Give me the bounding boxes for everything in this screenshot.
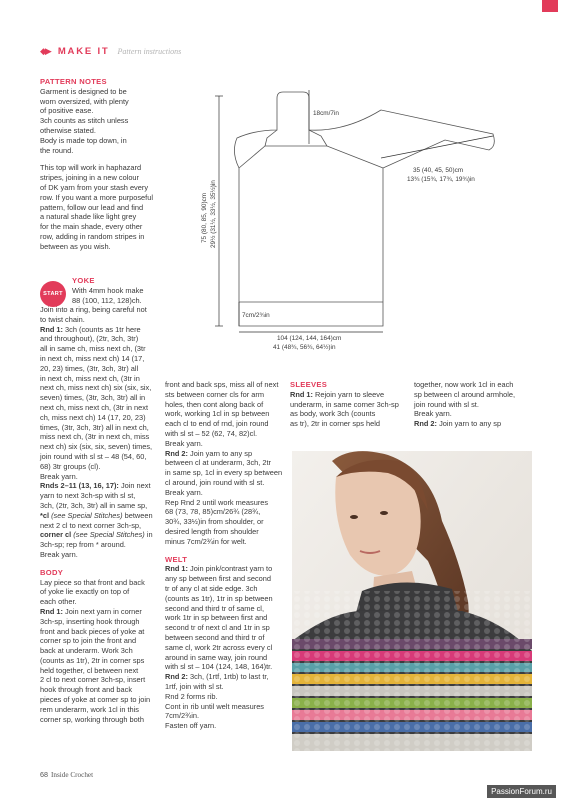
text-line: Rnd 1: 3ch (counts as 1tr here: [40, 324, 141, 334]
header-arrow-icon: ◆▶: [40, 45, 50, 56]
text-line: This top will work in haphazard: [40, 163, 142, 173]
model-photo: [292, 451, 532, 751]
text-line: 2 cl to next corner 3ch-sp, insert: [40, 675, 146, 685]
text-line: minus 7cm/2¾in for welt.: [165, 536, 247, 546]
text-line: as body, work 3ch (counts: [290, 409, 376, 419]
text-line: held together, cl between next: [40, 665, 139, 675]
text-line: (counts as 1tr), 2tr in corner sps: [40, 655, 145, 665]
text-line: next ch, miss next ch) six (six, six,: [40, 383, 152, 393]
text-line: work 1tr in sp between first and: [165, 613, 268, 623]
sleeves-heading: SLEEVES: [290, 380, 328, 389]
text-line: next ch, miss next ch, (3tr in next: [40, 402, 149, 412]
column-4: [414, 380, 536, 429]
section-header: [40, 44, 181, 58]
welt-rnd1: [165, 564, 283, 672]
text-line: hook through front and back: [40, 685, 133, 695]
body-rnd2: [165, 449, 283, 547]
text-line: underarm, in same corner 3ch-sp: [290, 399, 399, 409]
text-line: together, now work 1cl in each: [414, 380, 514, 389]
text-line: same cl, work 2tr across every cl: [165, 642, 273, 652]
publication-name: Inside Crochet: [51, 771, 94, 779]
text-line: as tr), 2tr in corner sps held: [290, 419, 380, 429]
text-line: front and back pieces of yoke at: [40, 626, 145, 636]
text-line: 68) 3tr groups (cl).: [40, 461, 101, 471]
text-line: next ch) six (six, six, seven) times,: [40, 442, 153, 452]
text-line: 3ch counts as stitch unless: [40, 116, 129, 126]
text-line: join round with sl st – 48 (54, 60,: [40, 451, 147, 461]
text-line: Break yarn.: [165, 438, 203, 448]
text-line: back at underarm. Work 3ch: [40, 646, 133, 656]
text-line: Break yarn.: [165, 487, 203, 497]
text-line: a natural shade like light grey: [40, 212, 137, 222]
text-line: sts between corner cls for arm: [165, 389, 264, 399]
garment-schematic: [195, 88, 505, 356]
text-line: corner sp to join the front and: [40, 636, 137, 646]
text-line: Break yarn.: [40, 549, 78, 559]
text-line: times, (3tr, 3ch, 3tr) all in next ch,: [40, 422, 149, 432]
text-line: with sl st – 104 (124, 148, 164)tr.: [165, 662, 273, 672]
text-line: 3ch, (2tr, 3ch, 3tr) all in same sp,: [40, 500, 148, 510]
yoke-heading: YOKE: [72, 276, 95, 285]
text-line: work, working 1cl in sp between: [165, 409, 270, 419]
text-line: sp between cl around armhole,: [414, 389, 516, 399]
text-line: Rnd 2: 3ch, (1rtf, 1rtb) to last tr,: [165, 672, 269, 682]
text-line: Cont in rib until welt measures: [165, 701, 264, 711]
length-measurement-in: 29½ (31½, 33½, 35½)in: [210, 180, 217, 248]
corner-ribbon: [542, 0, 558, 12]
text-line: in next ch, miss next ch, (3tr in: [40, 373, 140, 383]
body-rnd1-continued: [165, 380, 283, 449]
page-footer: [40, 770, 93, 779]
watermark: PassionForum.ru: [487, 785, 556, 798]
sleeve-measurement-in: 13¾ (15¾, 17¾, 19¾)in: [407, 176, 475, 183]
column-3: [290, 380, 408, 429]
sleeves-rnd2: Rnd 2: Join yarn to any sp: [414, 419, 502, 429]
text-line: Rep Rnd 2 until work measures: [165, 497, 269, 507]
round-label: Rnds 2–11 (13, 16, 17):: [40, 481, 121, 491]
text-line: second and third tr of same cl,: [165, 603, 265, 613]
round-label: Rnd 1:: [40, 606, 66, 616]
welt-heading: WELT: [165, 554, 188, 564]
text-line: each other.: [40, 597, 77, 607]
text-line: in same sp, 1cl in every sp between: [165, 468, 283, 478]
text-line: front and back sps, miss all of next: [165, 380, 279, 389]
text-line: yarn to next 3ch-sp with sl st,: [40, 491, 136, 501]
text-line: 20, 23) times, (3tr, 3ch, 3tr) all: [40, 363, 139, 373]
text-line: second tr of next cl and 1tr in sp: [165, 623, 270, 633]
round-label: Rnd 2:: [165, 448, 191, 458]
text-line: cl around, join round with sl st.: [165, 477, 265, 487]
sleeves-rnd1: [290, 390, 408, 429]
round-label: Rnd 1:: [40, 324, 66, 334]
text-line: the round.: [40, 145, 74, 155]
pattern-notes-stripes: [40, 163, 188, 251]
text-line: of positive ease.: [40, 106, 94, 116]
dimension-lines: [215, 90, 493, 332]
text-line: next 2 cl to next corner 3ch-sp,: [40, 520, 142, 530]
yoke-heading-block: [72, 276, 190, 305]
pattern-notes-heading: PATTERN NOTES: [40, 77, 107, 86]
text-line: stripes, joining in a new colour: [40, 173, 140, 183]
text-line: Rnd 2 forms rib.: [165, 691, 218, 701]
text-line: Rnd 1: Join pink/contrast yarn to: [165, 564, 273, 574]
text-line: 68 (73, 78, 85)cm/26¾ (28¾,: [165, 507, 261, 517]
section-subtitle: Pattern instructions: [117, 46, 182, 56]
yoke-intro-line: to twist chain.: [40, 314, 85, 324]
text-line: 30¾, 33½)in from shoulder, or: [165, 517, 264, 527]
text-line: corner sp, working through both: [40, 714, 144, 724]
text-line: Body is made top down, in: [40, 135, 127, 145]
text-line: tr of any cl at side edge. 3ch: [165, 583, 258, 593]
text-line: with sl st – 52 (62, 74, 82)cl.: [165, 428, 258, 438]
text-line: 1rtf, join with sl st.: [165, 681, 224, 691]
text-line: of yoke lie exactly on top of: [40, 587, 130, 597]
text-line: desired length from shoulder: [165, 526, 259, 536]
text-line: Garment is designed to be: [40, 86, 127, 96]
round-label: Rnd 2:: [165, 672, 191, 682]
text-line: otherwise stated.: [40, 125, 96, 135]
text-line: Fasten off yarn.: [165, 721, 217, 731]
text-line: row, adding in random stripes in: [40, 231, 145, 241]
yoke-intro-line: 88 (100, 112, 128)ch.: [72, 295, 142, 305]
width-measurement-cm: 104 (124, 144, 164)cm: [277, 335, 342, 342]
text-line: between as you wish.: [40, 241, 111, 251]
column-2: [165, 380, 283, 731]
text-line: (counts as 1tr), 1tr in sp between: [165, 593, 273, 603]
width-measurement-in: 41 (48¾, 56¾, 64½)in: [273, 344, 336, 351]
text-line: for the main shade, every other: [40, 222, 143, 232]
text-line: Rnd 2: Join yarn to any sp: [165, 448, 253, 458]
column-1: [40, 77, 188, 252]
page-number: 68: [40, 770, 48, 779]
text-line: *cl (see Special Stitches) between: [40, 510, 153, 520]
sweater-outline: [234, 92, 494, 326]
start-badge: START: [40, 281, 66, 307]
text-line: holes, then cont along back of: [165, 399, 264, 409]
text-line: in next ch, miss next ch) 14 (17,: [40, 353, 145, 363]
text-line: pieces of yoke at corner sp to join: [40, 695, 151, 705]
text-line: row. If you want a more purposeful: [40, 192, 153, 202]
text-line: between second and third tr of: [165, 632, 265, 642]
neck-measurement: 18cm/7in: [313, 110, 339, 117]
text-line: 7cm/2¾in.: [165, 711, 200, 721]
eye-left: [350, 515, 358, 519]
pattern-notes-text: [40, 87, 188, 156]
text-line: of DK yarn from your stash every: [40, 182, 149, 192]
round-label: Rnd 1:: [290, 389, 316, 399]
length-measurement-cm: 75 (80, 85, 90)cm: [201, 192, 208, 243]
text-line: any sp between first and second: [165, 574, 271, 584]
text-line: seven) times, (3tr, 3ch, 3tr) all in: [40, 393, 146, 403]
sleeves-rnd1-continued: [414, 380, 536, 419]
welt-rnd2: [165, 672, 283, 731]
text-line: all in same ch, miss next ch, (3tr: [40, 344, 146, 354]
text-line: miss next ch, (3tr in next ch, miss: [40, 432, 150, 442]
text-line: Lay piece so that front and back: [40, 577, 145, 587]
eye-right: [380, 511, 388, 515]
text-line: rem underarm, work 1cl in this: [40, 704, 139, 714]
text-line: corner cl (see Special Stitches) in: [40, 530, 153, 540]
text-line: 3ch-sp; rep from * around.: [40, 540, 126, 550]
sleeve-measurement-cm: 35 (40, 45, 50)cm: [413, 167, 464, 174]
text-line: pattern, follow our lead and find: [40, 202, 144, 212]
yoke-intro-line: With 4mm hook make: [72, 285, 144, 295]
text-line: around in same way, join round: [165, 652, 268, 662]
text-line: join round with sl st.: [414, 399, 479, 409]
welt-measurement: 7cm/2¾in: [242, 312, 270, 319]
text-line: and throughout), (2tr, 3ch, 3tr): [40, 334, 139, 344]
text-line: Break yarn.: [414, 409, 452, 419]
body-heading: BODY: [40, 567, 64, 577]
section-title: MAKE IT: [57, 45, 110, 57]
text-line: worn oversized, with plenty: [40, 96, 129, 106]
text-line: Rnds 2–11 (13, 16, 17): Join next: [40, 481, 151, 491]
text-line: ch, miss next ch) 14 (17, 20, 23): [40, 412, 146, 422]
text-line: Rnd 1: Rejoin yarn to sleeve: [290, 389, 385, 399]
text-line: Rnd 1: Join next yarn in corner: [40, 606, 142, 616]
round-label: Rnd 1:: [165, 564, 191, 574]
text-line: each cl to end of rnd, join round: [165, 419, 269, 429]
stitch-texture: [292, 591, 532, 751]
text-line: between cl at underarm, 3ch, 2tr: [165, 458, 271, 468]
text-line: 3ch-sp, inserting hook through: [40, 616, 140, 626]
yoke-intro-line: Join into a ring, being careful not: [40, 305, 147, 314]
text-line: Break yarn.: [40, 471, 78, 481]
